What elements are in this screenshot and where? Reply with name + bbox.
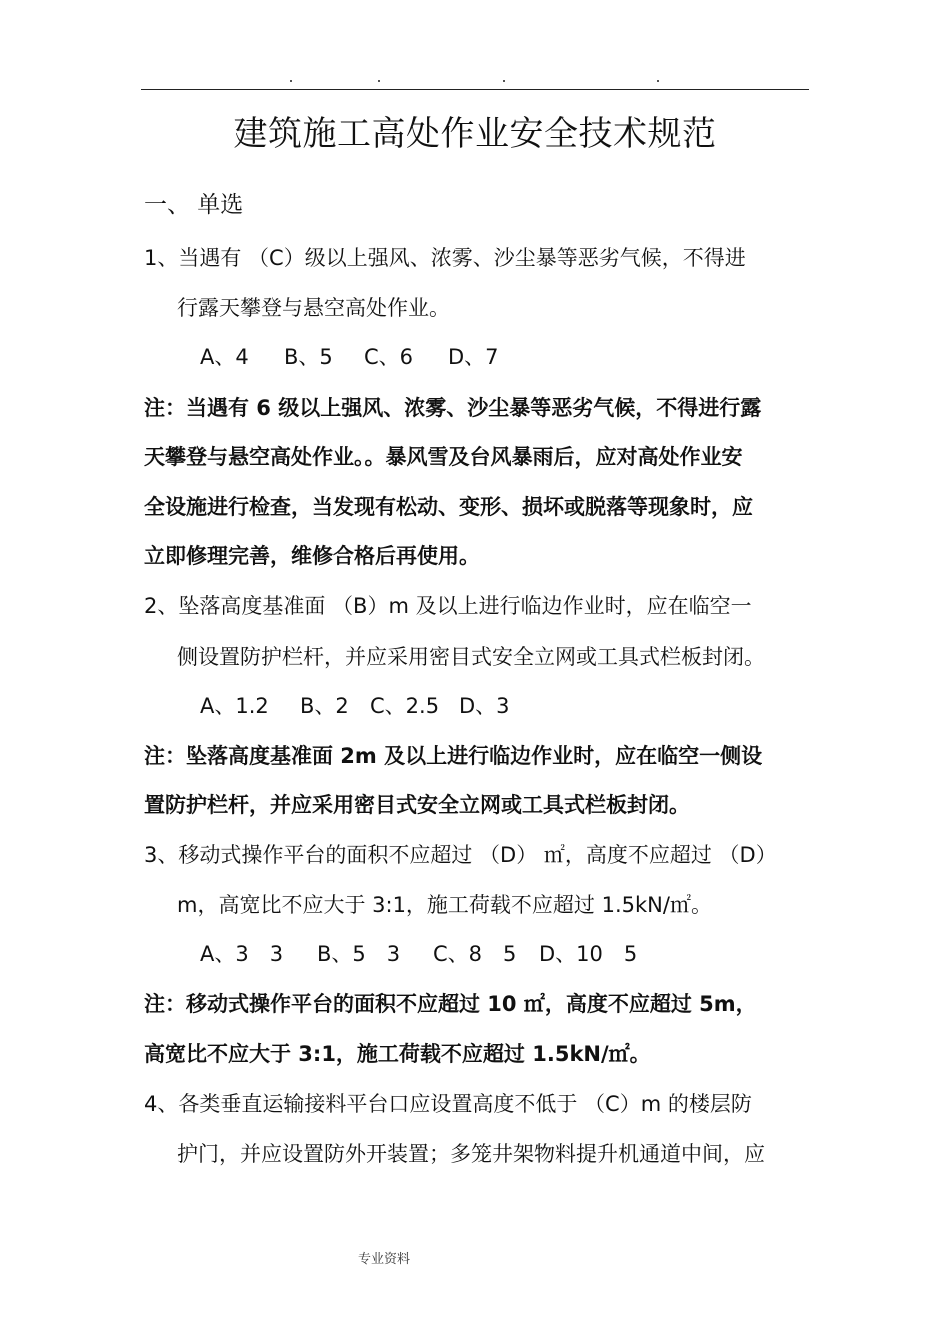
option-b: B、5 3 bbox=[317, 942, 401, 966]
question-1-note-line-4: 立即修理完善，维修合格后再使用。 bbox=[144, 544, 480, 568]
question-1-line-1: 1、当遇有 （C）级以上强风、浓雾、沙尘暴等恶劣气候，不得进 bbox=[144, 246, 746, 270]
option-a: A、1.2 bbox=[200, 694, 269, 718]
question-4-line-2: 护门，并应设置防外开装置；多笼井架物料提升机通道中间，应 bbox=[177, 1142, 765, 1166]
question-3-options bbox=[200, 938, 637, 970]
question-1-note-line-2: 天攀登与悬空高处作业。。暴风雪及台风暴雨后，应对高处作业安 bbox=[144, 445, 743, 469]
section-heading: 一、 单选 bbox=[144, 192, 244, 218]
question-2-line-1: 2、坠落高度基准面 （B）m 及以上进行临边作业时，应在临空一 bbox=[144, 594, 752, 618]
option-b: B、2 bbox=[300, 694, 349, 718]
page-footer: 专业资料 bbox=[357, 1252, 410, 1267]
question-1-note-line-1: 注：当遇有 6 级以上强风、浓雾、沙尘暴等恶劣气候，不得进行露 bbox=[144, 396, 762, 420]
option-d: D、10 5 bbox=[539, 942, 638, 966]
question-2-note-line-1: 注：坠落高度基准面 2m 及以上进行临边作业时，应在临空一侧设 bbox=[144, 744, 763, 768]
question-3-note-line-2: 高宽比不应大于 3:1，施工荷载不应超过 1.5kN/㎡。 bbox=[144, 1042, 651, 1066]
option-b: B、5 bbox=[284, 345, 333, 369]
question-3-line-2: m，高宽比不应大于 3:1，施工荷载不应超过 1.5kN/㎡。 bbox=[177, 893, 712, 917]
question-4-line-1: 4、各类垂直运输接料平台口应设置高度不低于 （C）m 的楼层防 bbox=[144, 1092, 752, 1116]
option-a: A、3 3 bbox=[200, 942, 284, 966]
option-d: D、7 bbox=[448, 345, 499, 369]
question-2-line-2: 侧设置防护栏杆，并应采用密目式安全立网或工具式栏板封闭。 bbox=[177, 645, 765, 669]
header-dot bbox=[290, 80, 292, 82]
header-rule bbox=[141, 89, 809, 90]
option-c: C、8 5 bbox=[433, 942, 517, 966]
header-dot bbox=[503, 80, 505, 82]
question-3-note-line-1: 注：移动式操作平台的面积不应超过 10 ㎡，高度不应超过 5m， bbox=[144, 992, 757, 1016]
question-1-note-line-3: 全设施进行检查，当发现有松动、变形、损坏或脱落等现象时，应 bbox=[144, 495, 753, 519]
question-2-options bbox=[200, 690, 510, 722]
question-2-note-line-2: 置防护栏杆，并应采用密目式安全立网或工具式栏板封闭。 bbox=[144, 793, 690, 817]
header-dot bbox=[657, 80, 659, 82]
option-c: C、2.5 bbox=[370, 694, 440, 718]
option-d: D、3 bbox=[459, 694, 510, 718]
page-title: 建筑施工高处作业安全技术规范 bbox=[233, 114, 717, 154]
option-a: A、4 bbox=[200, 345, 249, 369]
question-1-options bbox=[200, 341, 499, 373]
header-dot bbox=[378, 80, 380, 82]
option-c: C、6 bbox=[364, 345, 414, 369]
question-1-line-2: 行露天攀登与悬空高处作业。 bbox=[177, 296, 450, 320]
question-3-line-1: 3、移动式操作平台的面积不应超过 （D） ㎡，高度不应超过 （D） bbox=[144, 843, 777, 867]
